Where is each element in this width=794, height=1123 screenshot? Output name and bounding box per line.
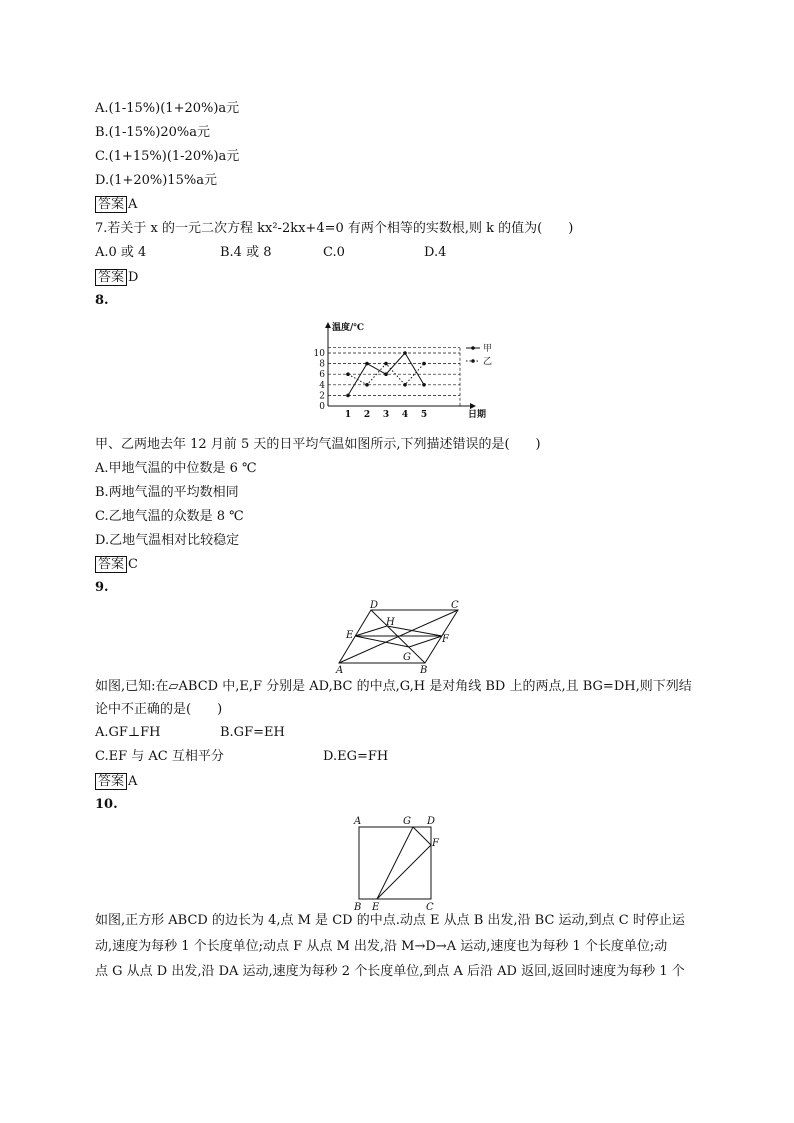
q7-option-b: B.4 或 8 [220,245,272,260]
q6-option-b: B.(1-15%)20%a元 [95,125,211,140]
segment-ef [377,845,431,899]
legend-label: 乙 [483,357,493,367]
label-e: E [346,630,354,641]
q10-stem-line1: 如图,正方形 ABCD 的边长为 4,点 M 是 CD 的中点.动点 E 从点 B 出发,沿 BC 运动,到点 C 时停止运 [95,913,685,928]
segment-eg [355,636,409,647]
label-e: E [372,902,380,913]
legend-label: 甲 [483,344,493,354]
q9-option-c: C.EF 与 AC 互相平分 [95,749,224,764]
label-g: G [403,652,411,663]
q7-answer-row [95,269,138,286]
q6-option-c: C.(1+15%)(1-20%)a元 [95,149,240,164]
segment-eh [355,626,387,636]
q7-option-d: D.4 [424,245,447,260]
label-a: A [336,665,344,676]
y-axis-label: 温度/℃ [332,323,365,333]
q7-option-a: A.0 或 4 [95,245,147,260]
answer-label: 答案 [95,773,127,790]
data-point [403,351,407,355]
answer-label: 答案 [95,196,127,213]
y-tick-label: 6 [319,370,325,381]
q9-option-d: D.EG=FH [323,749,389,764]
label-g: G [403,816,411,827]
y-tick-label: 4 [319,380,325,391]
q9-stem-line2: 论中不正确的是( ) [95,702,223,717]
x-tick-label: 1 [344,410,352,420]
segment-eg [377,827,413,899]
y-tick-label: 8 [319,359,325,370]
y-tick-label: 2 [319,391,325,402]
q7-stem: 7.若关于 x 的一元二次方程 kx²-2kx+4=0 有两个相等的实数根,则 k 的值为( ) [95,221,574,236]
label-c: C [426,902,434,913]
data-point [346,372,350,376]
q9-stem-line1: 如图,已知:在▱ABCD 中,E,F 分别是 AD,BC 的中点,G,H 是对角线 BD 上的两点,且 BG=DH,则下列结 [95,679,692,694]
answer-label: 答案 [95,269,127,286]
x-tick-label: 2 [363,410,371,420]
label-a: A [354,816,362,827]
q6-option-d: D.(1+20%)15%a元 [95,173,217,188]
data-point [365,383,369,387]
q8-option-b: B.两地气温的平均数相同 [95,485,239,500]
q7-option-c: C.0 [323,245,345,260]
answer-value: A [128,774,138,789]
label-d: D [370,600,379,611]
data-point [422,362,426,366]
answer-label: 答案 [95,556,127,573]
q9-option-b: B.GF=EH [220,725,285,740]
x-axis-label: 日期 [468,410,487,420]
answer-value: C [128,557,138,572]
data-point [403,383,407,387]
legend-marker [471,346,475,350]
q8-answer-row [95,556,138,573]
answer-value: D [128,270,139,285]
x-tick-label: 5 [420,410,428,420]
x-axis-arrow [470,403,476,409]
label-d: D [427,816,436,827]
q10-number: 10. [95,797,118,812]
q8-option-c: C.乙地气温的众数是 8 ℃ [95,509,244,524]
q8-stem: 甲、乙两地去年 12 月前 5 天的日平均气温如图所示,下列描述错误的是( ) [95,437,541,452]
data-point [346,394,350,398]
q10-stem-line3: 点 G 从点 D 出发,沿 DA 运动,速度为每秒 2 个长度单位,到点 A 后沿 AD 返回,返回时速度为每秒 1 个 [95,964,685,979]
q9-number: 9. [95,580,109,595]
q9-parallelogram-figure [330,598,465,676]
x-tick-label: 3 [382,410,390,420]
answer-value: A [128,197,138,212]
q6-option-a: A.(1-15%)(1+20%)a元 [95,101,240,116]
segment-gf [409,636,442,647]
label-f: F [442,634,449,645]
y-tick-label: 10 [313,349,325,359]
data-point [384,372,388,376]
x-tick-label: 4 [401,410,409,420]
label-c: C [451,600,459,611]
q8-option-a: A.甲地气温的中位数是 6 ℃ [95,461,257,476]
q10-square-figure [348,813,448,913]
q8-temperature-chart [300,318,500,426]
y-axis-arrow [325,322,331,328]
q6-answer-row [95,196,137,213]
data-point [365,362,369,366]
y-tick-label: 0 [319,402,325,412]
q9-option-a: A.GF⊥FH [95,725,161,740]
q8-option-d: D.乙地气温相对比较稳定 [95,533,240,548]
label-f: F [432,838,439,849]
q10-stem-line2: 动,速度为每秒 1 个长度单位;动点 F 从点 M 出发,沿 M→D→A 运动,速度也为每秒 1 个长度单位;动 [95,939,668,954]
legend-marker [471,359,475,363]
q9-answer-row [95,773,137,790]
segment-gf [413,827,431,845]
label-b: B [354,902,362,913]
data-point [422,383,426,387]
data-point [384,362,388,366]
label-h: H [386,617,395,628]
label-b: B [420,665,428,676]
q8-number: 8. [95,293,109,308]
